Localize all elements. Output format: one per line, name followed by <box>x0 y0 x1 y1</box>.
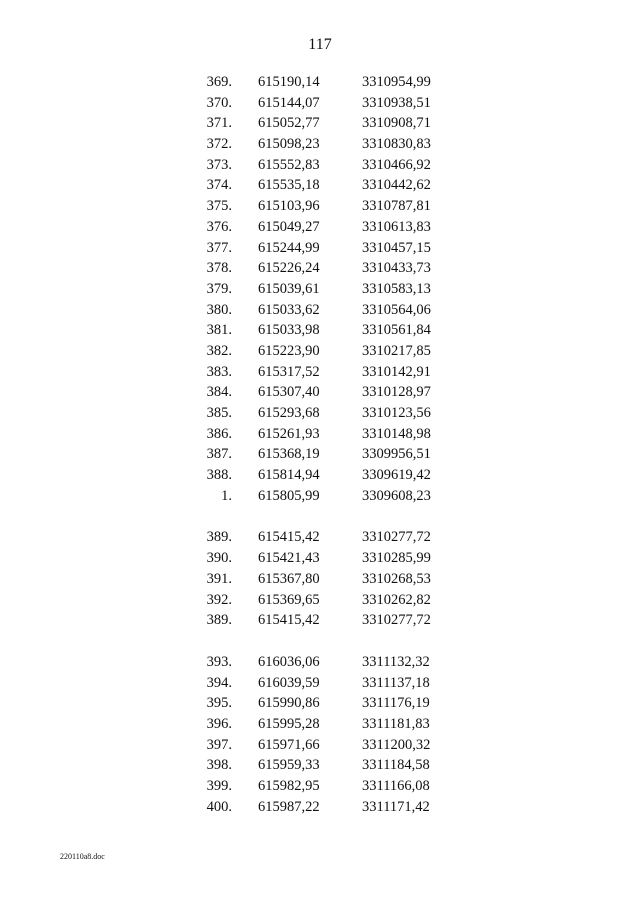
point-number: 383. <box>206 363 232 380</box>
x-coordinate: 615307,40 <box>258 384 320 401</box>
y-coordinate: 3310262,82 <box>362 591 431 608</box>
x-coordinate: 615033,62 <box>258 301 320 318</box>
y-coordinate: 3311181,83 <box>362 715 430 732</box>
point-number: 387. <box>206 446 232 463</box>
point-number: 382. <box>206 342 232 359</box>
x-coordinate: 615223,90 <box>258 342 320 359</box>
y-coordinate: 3310564,06 <box>362 301 431 318</box>
point-number: 391. <box>206 570 232 587</box>
coordinate-row <box>0 196 640 217</box>
x-coordinate: 615415,42 <box>258 612 320 629</box>
coordinate-row <box>0 93 640 114</box>
x-coordinate: 615971,66 <box>258 736 320 753</box>
x-coordinate: 615369,65 <box>258 591 320 608</box>
y-coordinate: 3310457,15 <box>362 239 431 256</box>
point-number: 378. <box>206 260 232 277</box>
point-number: 389. <box>206 612 232 629</box>
x-coordinate: 615098,23 <box>258 136 320 153</box>
point-number: 381. <box>206 322 232 339</box>
coordinate-row <box>0 569 640 590</box>
x-coordinate: 615987,22 <box>258 798 320 815</box>
point-number: 394. <box>206 674 232 691</box>
point-number: 369. <box>206 74 232 90</box>
y-coordinate: 3310277,72 <box>362 612 431 629</box>
footer-filename: 220110a8.doc <box>60 852 105 861</box>
x-coordinate: 615039,61 <box>258 280 320 297</box>
point-number: 375. <box>206 198 232 215</box>
coordinate-row <box>0 548 640 569</box>
y-coordinate: 3310285,99 <box>362 550 431 567</box>
coordinate-row <box>0 590 640 611</box>
x-coordinate: 615995,28 <box>258 715 320 732</box>
coordinate-row <box>0 776 640 797</box>
coordinates-table <box>0 72 640 817</box>
coordinate-row <box>0 217 640 238</box>
y-coordinate: 3311132,32 <box>362 653 430 670</box>
y-coordinate: 3310938,51 <box>362 94 431 111</box>
x-coordinate: 615421,43 <box>258 550 320 567</box>
y-coordinate: 3311166,08 <box>362 778 430 794</box>
coordinate-row <box>0 320 640 341</box>
point-number: 398. <box>206 757 232 774</box>
x-coordinate: 616039,59 <box>258 674 320 691</box>
x-coordinate: 615103,96 <box>258 198 320 215</box>
x-coordinate: 615535,18 <box>258 177 320 194</box>
y-coordinate: 3310830,83 <box>362 136 431 153</box>
y-coordinate: 3310128,97 <box>362 384 431 401</box>
y-coordinate: 3310787,81 <box>362 198 431 215</box>
coordinate-row <box>0 444 640 465</box>
y-coordinate: 3311137,18 <box>362 674 430 691</box>
coordinate-row <box>0 113 640 134</box>
point-number: 395. <box>206 695 232 712</box>
y-coordinate: 3311184,58 <box>362 757 430 774</box>
point-number: 389. <box>206 529 232 546</box>
coordinate-row <box>0 382 640 403</box>
coordinate-row <box>0 486 640 507</box>
x-coordinate: 615293,68 <box>258 405 320 421</box>
y-coordinate: 3310613,83 <box>362 218 431 235</box>
x-coordinate: 615033,98 <box>258 322 320 339</box>
point-number: 380. <box>206 301 232 318</box>
coordinate-row <box>0 465 640 486</box>
y-coordinate: 3310123,56 <box>362 405 431 421</box>
y-coordinate: 3309619,42 <box>362 467 431 484</box>
point-number: 393. <box>206 653 232 670</box>
x-coordinate: 615244,99 <box>258 239 320 256</box>
point-number: 372. <box>206 136 232 153</box>
point-number: 377. <box>206 239 232 256</box>
y-coordinate: 3310954,99 <box>362 74 431 90</box>
x-coordinate: 615144,07 <box>258 94 320 111</box>
x-coordinate: 615190,14 <box>258 74 320 90</box>
point-number: 390. <box>206 550 232 567</box>
y-coordinate: 3310268,53 <box>362 570 431 587</box>
x-coordinate: 615415,42 <box>258 529 320 546</box>
x-coordinate: 615226,24 <box>258 260 320 277</box>
coordinate-row <box>0 797 640 818</box>
x-coordinate: 615317,52 <box>258 363 320 380</box>
coordinate-group <box>0 527 640 630</box>
coordinate-row <box>0 175 640 196</box>
x-coordinate: 615959,33 <box>258 757 320 774</box>
point-number: 1. <box>221 487 232 504</box>
coordinate-row <box>0 735 640 756</box>
x-coordinate: 615990,86 <box>258 695 320 712</box>
page-number: 117 <box>308 36 332 53</box>
point-number: 386. <box>206 425 232 442</box>
coordinate-row <box>0 693 640 714</box>
y-coordinate: 3311171,42 <box>362 798 430 815</box>
point-number: 371. <box>206 115 232 132</box>
y-coordinate: 3310442,62 <box>362 177 431 194</box>
coordinate-row <box>0 300 640 321</box>
x-coordinate: 615814,94 <box>258 467 320 484</box>
coordinate-row <box>0 341 640 362</box>
point-number: 400. <box>206 798 232 815</box>
y-coordinate: 3309608,23 <box>362 487 431 504</box>
y-coordinate: 3310277,72 <box>362 529 431 546</box>
coordinate-group <box>0 652 640 818</box>
coordinate-row <box>0 424 640 445</box>
y-coordinate: 3310433,73 <box>362 260 431 277</box>
point-number: 376. <box>206 218 232 235</box>
y-coordinate: 3310561,84 <box>362 322 431 339</box>
coordinate-group <box>0 72 640 506</box>
y-coordinate: 3310217,85 <box>362 342 431 359</box>
y-coordinate: 3310148,98 <box>362 425 431 442</box>
coordinate-row <box>0 134 640 155</box>
coordinate-row <box>0 673 640 694</box>
x-coordinate: 615368,19 <box>258 446 320 463</box>
y-coordinate: 3311200,32 <box>362 736 431 753</box>
x-coordinate: 615982,95 <box>258 778 320 794</box>
point-number: 385. <box>206 405 232 421</box>
point-number: 370. <box>206 94 232 111</box>
y-coordinate: 3311176,19 <box>362 695 430 712</box>
coordinate-row <box>0 362 640 383</box>
x-coordinate: 615367,80 <box>258 570 320 587</box>
y-coordinate: 3309956,51 <box>362 446 431 463</box>
coordinate-row <box>0 527 640 548</box>
coordinate-row <box>0 258 640 279</box>
point-number: 384. <box>206 384 232 401</box>
coordinate-row <box>0 610 640 631</box>
point-number: 392. <box>206 591 232 608</box>
y-coordinate: 3310583,13 <box>362 280 431 297</box>
x-coordinate: 615552,83 <box>258 156 320 173</box>
point-number: 399. <box>206 778 232 794</box>
point-number: 374. <box>206 177 232 194</box>
point-number: 373. <box>206 156 232 173</box>
coordinate-row <box>0 279 640 300</box>
x-coordinate: 615261,93 <box>258 425 320 442</box>
coordinate-row <box>0 238 640 259</box>
coordinate-row <box>0 72 640 93</box>
point-number: 379. <box>206 280 232 297</box>
y-coordinate: 3310466,92 <box>362 156 431 173</box>
x-coordinate: 615805,99 <box>258 487 320 504</box>
coordinate-row <box>0 652 640 673</box>
coordinate-row <box>0 155 640 176</box>
point-number: 396. <box>206 715 232 732</box>
y-coordinate: 3310142,91 <box>362 363 431 380</box>
point-number: 388. <box>206 467 232 484</box>
x-coordinate: 616036,06 <box>258 653 320 670</box>
x-coordinate: 615049,27 <box>258 218 320 235</box>
coordinate-row <box>0 714 640 735</box>
y-coordinate: 3310908,71 <box>362 115 431 132</box>
x-coordinate: 615052,77 <box>258 115 320 132</box>
point-number: 397. <box>206 736 232 753</box>
coordinate-row <box>0 403 640 424</box>
coordinate-row <box>0 755 640 776</box>
